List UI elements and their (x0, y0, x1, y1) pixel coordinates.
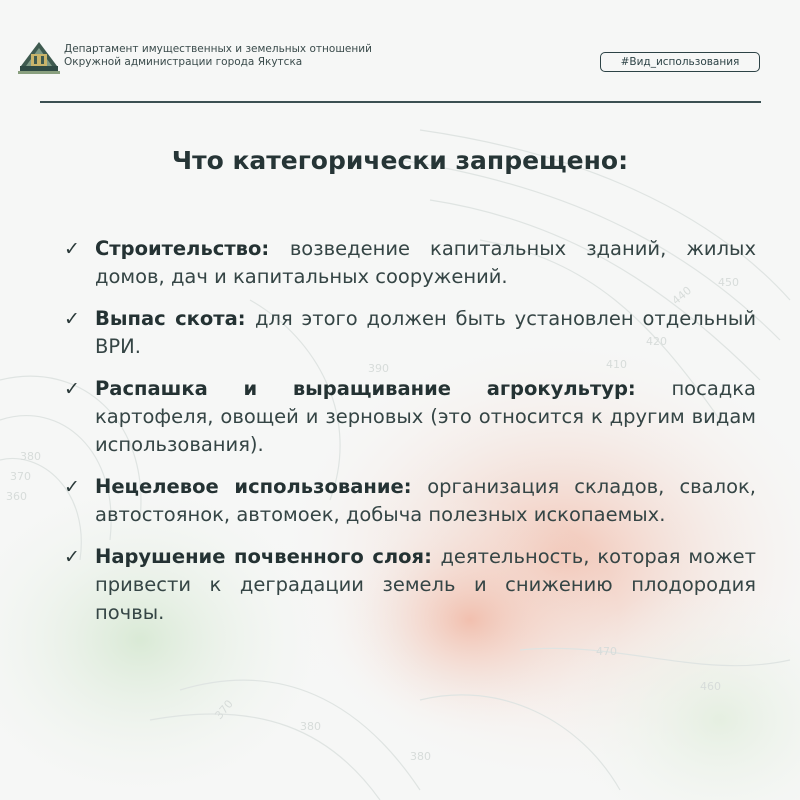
item-term: Нарушение почвенного слоя: (95, 545, 441, 568)
checkmark-icon: ✓ (64, 238, 80, 260)
header (0, 0, 800, 104)
checkmark-icon: ✓ (64, 378, 80, 400)
department-line-2: Окружной администрации города Якутска (64, 56, 303, 68)
list-item (62, 543, 756, 627)
header-divider (40, 101, 761, 103)
contour-label: 450 (718, 276, 739, 289)
prohibitions-list (62, 235, 756, 641)
list-item (62, 473, 756, 529)
list-item (62, 305, 756, 361)
contour-label: 370 (212, 697, 236, 722)
hashtag-badge: #Вид_использования (600, 52, 760, 72)
item-term: Строительство: (95, 237, 290, 260)
contour-label: 390 (368, 362, 389, 375)
contour-label: 410 (606, 358, 627, 371)
page-title: Что категорически запрещено: (171, 146, 629, 175)
department-line-1: Департамент имущественных и земельных отношений (64, 43, 372, 55)
department-name (64, 43, 372, 69)
contour-label: 380 (300, 720, 321, 733)
item-term: Нецелевое использование: (95, 475, 428, 498)
contour-label: 380 (410, 750, 431, 763)
item-text: деятельность, которая может привести к деградации земель и снижению плодородия почвы. (95, 545, 756, 624)
list-item (62, 375, 756, 459)
checkmark-icon: ✓ (64, 546, 80, 568)
item-text: посадка картофеля, овощей и зерновых (это относится к другим видам использования). (95, 377, 756, 456)
emblem-icon (18, 38, 60, 76)
checkmark-icon: ✓ (64, 476, 80, 498)
contour-label: 460 (700, 680, 721, 693)
contour-label: 370 (10, 470, 31, 483)
contour-label: 440 (669, 283, 695, 308)
contour-label: 420 (646, 335, 667, 348)
contour-label: 380 (20, 450, 41, 463)
item-term: Распашка и выращивание агрокультур: (95, 377, 672, 400)
item-text: для этого должен быть установлен отдельный ВРИ. (95, 307, 756, 358)
contour-label: 360 (6, 490, 27, 503)
item-text: организация складов, свалок, автостоянок, автомоек, добыча полезных ископаемых. (95, 475, 756, 526)
item-term: Выпас скота: (95, 307, 255, 330)
item-text: возведение капитальных зданий, жилых домов, дач и капитальных сооружений. (95, 237, 756, 288)
contour-label: 470 (596, 645, 617, 658)
checkmark-icon: ✓ (64, 308, 80, 330)
list-item (62, 235, 756, 291)
